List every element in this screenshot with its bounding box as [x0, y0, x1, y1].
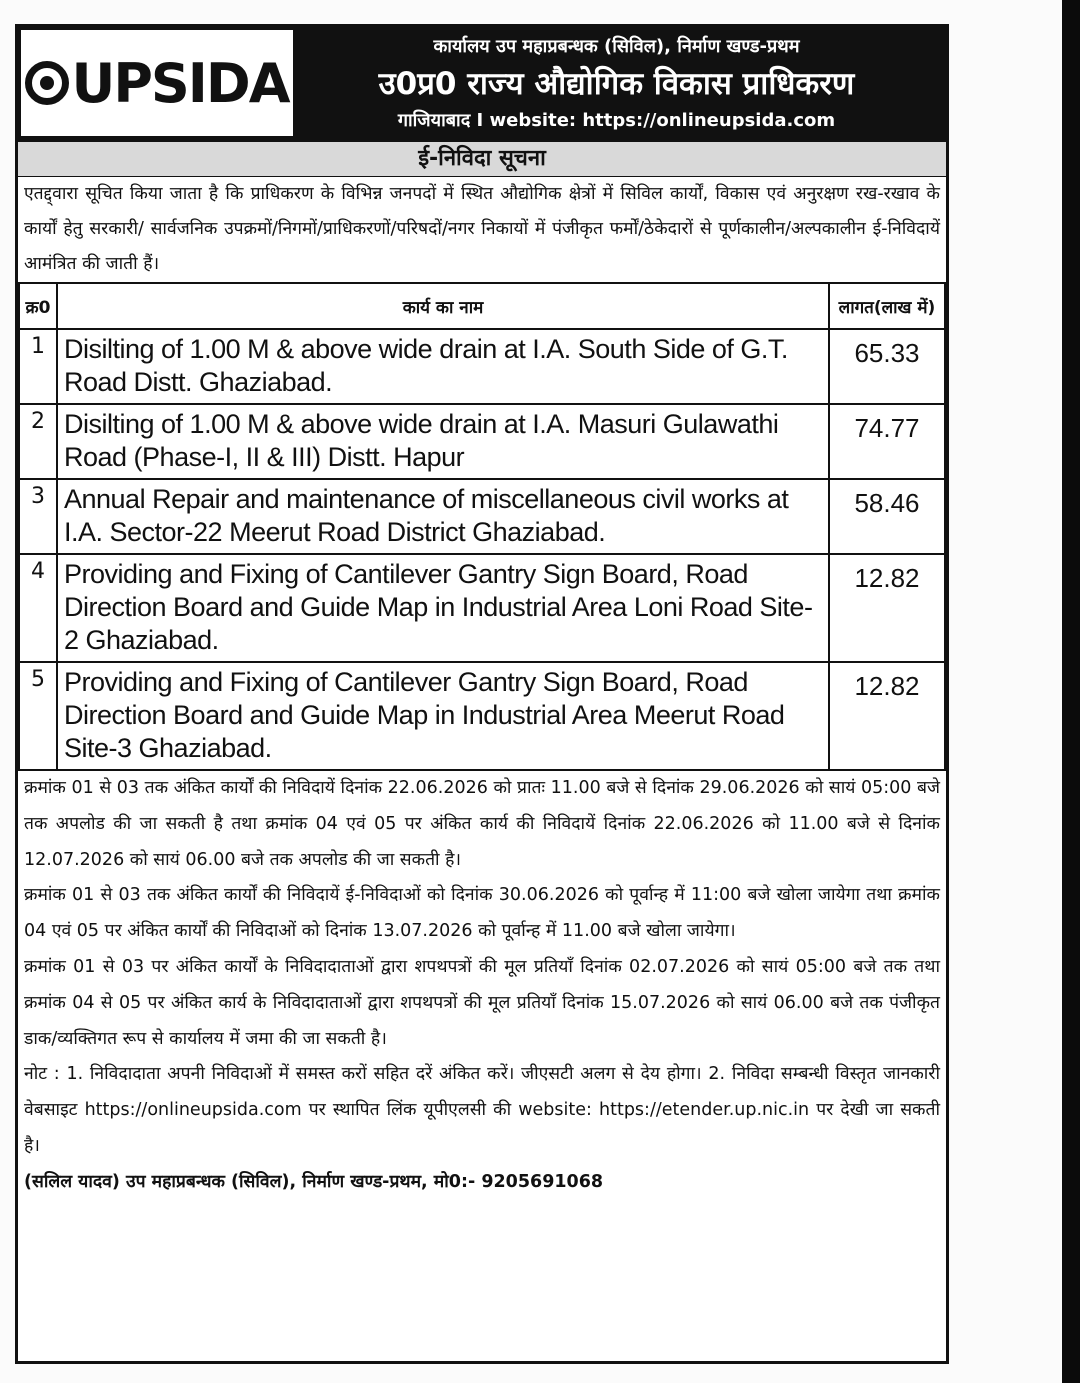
works-table [18, 282, 946, 771]
row-cost: 12.82 [829, 662, 945, 770]
affidavit-schedule: क्रमांक 01 से 03 पर अंकित कार्यों के निविदादाताओं द्वारा शपथपत्रों की मूल प्रतियाँ दिनांक 02.07.2026 को सायं 05:00 बजे तक तथा क्रमांक 04 से 05 पर अंकित कार्य के निविदादाताओं द्वारा शपथपत्रों की मूल प्रतियाँ दिनांक 15.07.2026 को सायं 06.00 बजे तक पंजीकृत डाक/व्यक्तिगत रूप से कार्यालय में जमा की जा सकती है। [24, 956, 940, 1049]
tender-notice [15, 24, 949, 1364]
upload-schedule: क्रमांक 01 से 03 तक अंकित कार्यों की निविदायें दिनांक 22.06.2026 को प्रातः 11.00 बजे से दिनांक 29.06.2026 को सायं 05:00 बजे तक अपलोड की जा सकती है तथा क्रमांक 04 एवं 05 पर अंकित कार्य की निविदायें दिनांक 22.06.2026 को 11.00 बजे से दिनांक 12.07.2026 को सायं 06.00 बजे तक अपलोड की जा सकती है। [24, 778, 940, 870]
header-text [293, 27, 946, 139]
col-cost: लागत(लाख में) [829, 283, 945, 329]
row-cost: 74.77 [829, 404, 945, 479]
col-serial: क्र0 [19, 283, 57, 329]
col-work-name: कार्य का नाम [57, 283, 829, 329]
logo-text: UPSIDA [71, 51, 289, 115]
row-work: Disilting of 1.00 M & above wide drain at I.A. Masuri Gulawathi Road (Phase-I, II & III) Distt. Hapur [57, 404, 829, 479]
opening-schedule: क्रमांक 01 से 03 तक अंकित कार्यों की निविदायें ई-निविदाओं को दिनांक 30.06.2026 को पूर्वान्ह में 11:00 बजे खोला जायेगा तथा क्रमांक 04 एवं 05 पर अंकित कार्यों की निविदाओं को दिनांक 13.07.2026 को पूर्वान्ह में 11.00 बजे खोला जायेगा। [24, 885, 940, 942]
signature-line: (सलिल यादव) उप महाप्रबन्धक (सिविल), निर्माण खण्ड-प्रथम, मो0:- 9205691068 [24, 1171, 604, 1192]
table-row [19, 404, 945, 479]
row-serial: 2 [19, 404, 57, 479]
table-row [19, 329, 945, 404]
table-row [19, 479, 945, 554]
tender-rules [18, 771, 946, 1201]
table-header-row [19, 283, 945, 329]
authority-name: उ0प्र0 राज्य औद्योगिक विकास प्राधिकरण [378, 66, 855, 102]
row-serial: 5 [19, 662, 57, 770]
row-work: Providing and Fixing of Cantilever Gantry Sign Board, Road Direction Board and Guide Map in Industrial Area Loni Road Site-2 Ghaziabad. [57, 554, 829, 662]
gear-icon [25, 61, 69, 105]
row-serial: 3 [19, 479, 57, 554]
note-text: नोट : 1. निविदादाता अपनी निविदाओं में समस्त करों सहित दरें अंकित करें। जीएसटी अलग से देय होगा। 2. निविदा सम्बन्धी विस्तृत जानकारी वेबसाइट https://onlineupsida.com पर स्थापित लिंक यूपीएलसी की website: https://etender.up.nic.in पर देखी जा सकती है। [24, 1064, 940, 1156]
row-work: Disilting of 1.00 M & above wide drain at I.A. South Side of G.T. Road Distt. Ghaziabad. [57, 329, 829, 404]
office-line: कार्यालय उप महाप्रबन्धक (सिविल), निर्माण खण्ड-प्रथम [433, 36, 800, 57]
row-cost: 12.82 [829, 554, 945, 662]
row-serial: 1 [19, 329, 57, 404]
table-row [19, 554, 945, 662]
row-work: Providing and Fixing of Cantilever Gantry Sign Board, Road Direction Board and Guide Map in Industrial Area Meerut Road Site-3 Ghaziabad. [57, 662, 829, 770]
intro-paragraph: एतद्द्वारा सूचित किया जाता है कि प्राधिकरण के विभिन्न जनपदों में स्थित औद्योगिक क्षेत्रों में सिविल कार्यों, विकास एवं अनुरक्षण रख-रखाव के कार्यों हेतु सरकारी/ सार्वजनिक उपक्रमों/निगमों/प्राधिकरणों/परिषदों/नगर निकायों में पंजीकृत फर्मों/ठेकेदारों से पूर्णकालीन/अल्पकालीन ई-निविदायें आमंत्रित की जाती हैं। [24, 184, 940, 274]
location-website: गाजियाबाद I website: https://onlineupsida.com [397, 110, 836, 131]
row-cost: 58.46 [829, 479, 945, 554]
row-cost: 65.33 [829, 329, 945, 404]
notice-header [18, 27, 946, 139]
row-serial: 4 [19, 554, 57, 662]
upsida-logo [21, 30, 293, 136]
notice-title: ई-निविदा सूचना [18, 139, 946, 177]
table-row [19, 662, 945, 770]
row-work: Annual Repair and maintenance of miscellaneous civil works at I.A. Sector-22 Meerut Road District Ghaziabad. [57, 479, 829, 554]
